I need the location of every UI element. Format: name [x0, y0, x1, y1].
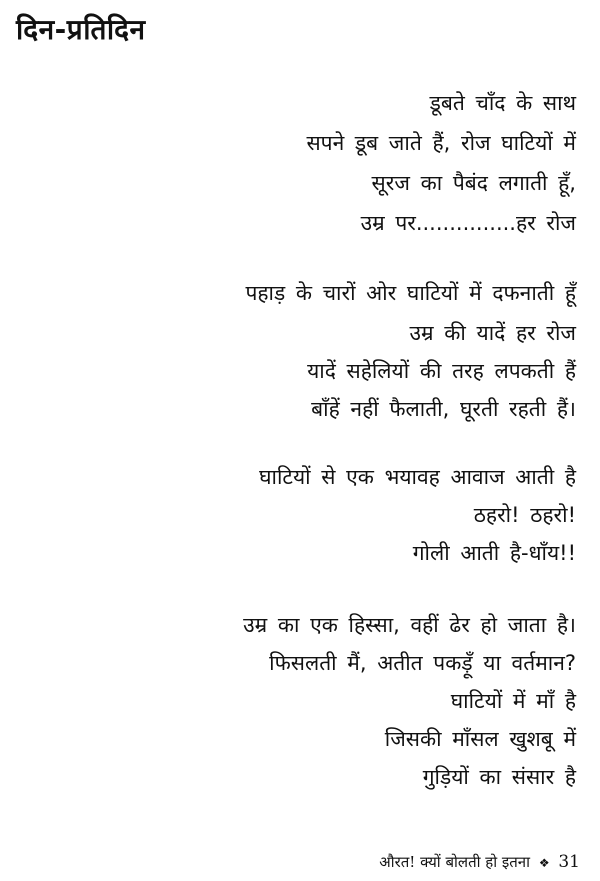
page-number: 31: [558, 852, 580, 872]
poem-line: यादें सहेलियों की तरह लपकती हैं: [307, 359, 576, 383]
poem-line: ठहरो! ठहरो!: [473, 503, 576, 527]
poem-line: सूरज का पैबंद लगाती हूँ,: [371, 171, 576, 195]
poem-title: दिन-प्रतिदिन: [16, 13, 146, 46]
diamond-ornament-icon: ❖: [538, 856, 550, 870]
poem-line: डूबते चाँद के साथ: [429, 91, 576, 115]
poem-line: उम्र का एक हिस्सा, वहीं ढेर हो जाता है।: [243, 613, 576, 637]
poem-line: घाटियों से एक भयावह आवाज आती है: [259, 465, 576, 489]
page-footer: [379, 852, 580, 872]
poem-line: गोली आती है-धाँय!!: [412, 541, 576, 565]
poem-line: घाटियों में माँ है: [450, 689, 576, 713]
poem-line: उम्र की यादें हर रोज: [409, 321, 576, 345]
poem-line: गुड़ियों का संसार है: [422, 765, 576, 789]
poem-line: बाँहें नहीं फैलाती, घूरती रहती हैं।: [311, 397, 576, 421]
poem-line: जिसकी माँसल खुशबू में: [384, 727, 576, 751]
poem-line: फिसलती मैं, अतीत पकड़ूँ या वर्तमान?: [269, 651, 576, 675]
poem-line: सपने डूब जाते हैं, रोज घाटियों में: [306, 131, 576, 155]
poem-line: पहाड़ के चारों ओर घाटियों में दफनाती हूँ: [245, 281, 576, 305]
running-book-title: औरत! क्यों बोलती हो इतना: [379, 853, 531, 871]
poem-line: उम्र पर...............हर रोज: [360, 211, 576, 235]
